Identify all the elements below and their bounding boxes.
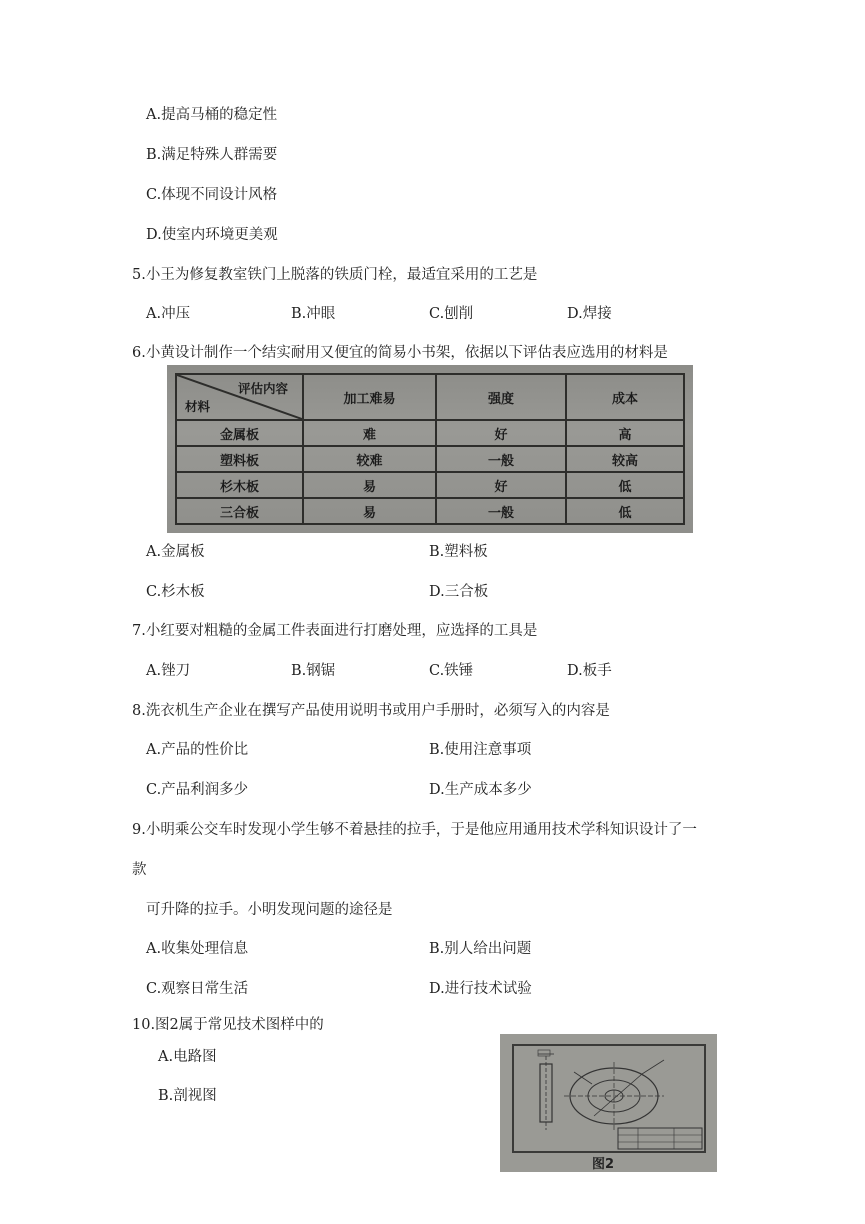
q5-option-b: B.冲眼	[291, 306, 336, 322]
q8-option-a: A.产品的性价比	[146, 742, 249, 758]
table-row	[176, 446, 684, 472]
q6-option-d: D.三合板	[429, 584, 489, 600]
table-row	[176, 420, 684, 446]
table-cell: 杉木板	[176, 472, 303, 498]
table-cell: 一般	[436, 446, 566, 472]
table-cell: 三合板	[176, 498, 303, 524]
q9-stem-line1: 9.小明乘公交车时发现小学生够不着悬挂的拉手，于是他应用通用技术学科知识设计了一	[132, 822, 697, 838]
q7-option-b: B.钢锯	[291, 663, 336, 679]
table-cell: 金属板	[176, 420, 303, 446]
q7-stem: 7.小红要对粗糙的金属工件表面进行打磨处理，应选择的工具是	[132, 623, 538, 639]
table-cell: 好	[436, 420, 566, 446]
q4-option-c: C.体现不同设计风格	[146, 187, 278, 203]
q7-option-c: C.铁锤	[429, 663, 474, 679]
corner-label-material: 材料	[185, 399, 211, 414]
drawing-icon	[514, 1046, 704, 1151]
q4-option-b: B.满足特殊人群需要	[146, 147, 278, 163]
q9-option-c: C.观察日常生活	[146, 981, 249, 997]
q6-option-a: A.金属板	[146, 544, 205, 560]
q6-option-c: C.杉木板	[146, 584, 205, 600]
q5-option-d: D.焊接	[567, 306, 612, 322]
drawing-frame	[512, 1044, 706, 1153]
corner-label-content: 评估内容	[237, 381, 288, 396]
table-cell: 高	[566, 420, 684, 446]
evaluation-table	[175, 373, 685, 525]
table-row	[176, 498, 684, 524]
q5-option-a: A.冲压	[146, 306, 191, 322]
table-cell: 塑料板	[176, 446, 303, 472]
technical-drawing-photo	[500, 1034, 717, 1172]
q10-option-a: A.电路图	[158, 1049, 217, 1065]
q9-stem-line2: 款	[132, 862, 147, 878]
q10-option-b: B.剖视图	[158, 1088, 217, 1104]
table-cell: 低	[566, 498, 684, 524]
q8-option-b: B.使用注意事项	[429, 742, 532, 758]
table-cell: 难	[303, 420, 436, 446]
table-corner-cell	[176, 374, 303, 420]
header-cell: 成本	[566, 374, 684, 420]
table-cell: 易	[303, 472, 436, 498]
q6-stem: 6.小黄设计制作一个结实耐用又便宜的简易小书架，依据以下评估表应选用的材料是	[132, 345, 668, 361]
q5-option-c: C.刨削	[429, 306, 474, 322]
q7-option-d: D.板手	[567, 663, 612, 679]
figure-caption: 图2	[592, 1157, 615, 1172]
q9-option-b: B.别人给出问题	[429, 941, 532, 957]
table-row	[176, 472, 684, 498]
q8-option-d: D.生产成本多少	[429, 782, 532, 798]
q9-option-a: A.收集处理信息	[146, 941, 249, 957]
q9-option-d: D.进行技术试验	[429, 981, 532, 997]
q5-stem: 5.小王为修复教室铁门上脱落的铁质门栓，最适宜采用的工艺是	[132, 267, 538, 283]
q8-stem: 8.洗衣机生产企业在撰写产品使用说明书或用户手册时，必须写入的内容是	[132, 703, 610, 719]
table-cell: 易	[303, 498, 436, 524]
q7-option-a: A.锉刀	[146, 663, 191, 679]
header-cell: 强度	[436, 374, 566, 420]
q9-stem-line3: 可升降的拉手。小明发现问题的途径是	[146, 902, 393, 918]
table-cell: 较难	[303, 446, 436, 472]
q4-option-d: D.使室内环境更美观	[146, 227, 278, 243]
table-cell: 低	[566, 472, 684, 498]
evaluation-table-photo	[167, 365, 693, 533]
table-cell: 好	[436, 472, 566, 498]
q4-option-a: A.提高马桶的稳定性	[146, 107, 278, 123]
table-cell: 较高	[566, 446, 684, 472]
header-cell: 加工难易	[303, 374, 436, 420]
table-cell: 一般	[436, 498, 566, 524]
q8-option-c: C.产品利润多少	[146, 782, 249, 798]
q6-option-b: B.塑料板	[429, 544, 488, 560]
q10-stem: 10.图2属于常见技术图样中的	[132, 1017, 324, 1033]
